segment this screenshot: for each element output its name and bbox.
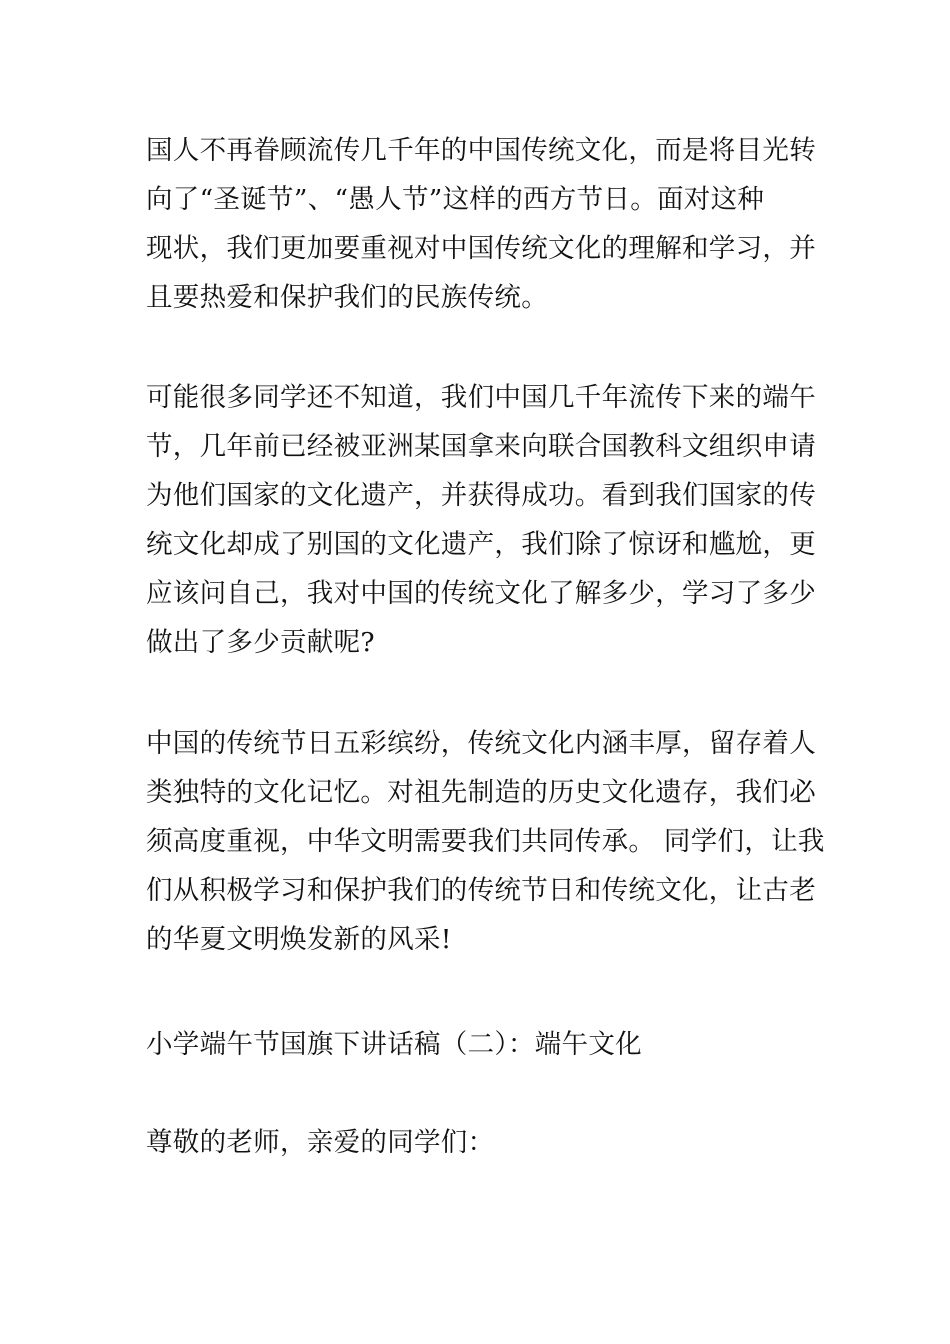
text-line: 的华夏文明焕发新的风采!: [146, 924, 452, 955]
text-line: 且要热爱和保护我们的民族传统。: [146, 282, 548, 313]
text-line: 们从积极学习和保护我们的传统节日和传统文化，让古老: [146, 875, 816, 906]
paragraph-1: [146, 126, 814, 322]
paragraph-3: [146, 719, 825, 964]
text-line: 向了“圣诞节”、“愚人节”这样的西方节日。面对这种: [146, 184, 765, 215]
text-line: 类独特的文化记忆。对祖先制造的历史文化遗存，我们必: [146, 777, 816, 808]
text-line: 现状，我们更加要重视对中国传统文化的理解和学习，并: [146, 233, 816, 264]
text-line: 应该问自己，我对中国的传统文化了解多少，学习了多少: [146, 578, 816, 609]
text-line: 中国的传统节日五彩缤纷，传统文化内涵丰厚，留存着人: [146, 728, 816, 759]
text-line: 可能很多同学还不知道，我们中国几千年流传下来的端午: [146, 382, 816, 413]
heading-line: 小学端午节国旗下讲话稿（二）：端午文化: [146, 1029, 642, 1060]
text-line: 节，几年前已经被亚洲某国拿来向联合国教科文组织申请: [146, 431, 816, 462]
paragraph-2: [146, 373, 814, 667]
salutation: [146, 1118, 814, 1167]
text-line: 统文化却成了别国的文化遗产，我们除了惊讶和尴尬，更: [146, 529, 816, 560]
section-heading: [146, 1020, 814, 1069]
text-line: 国人不再眷顾流传几千年的中国传统文化，而是将目光转: [146, 135, 816, 166]
salutation-line: 尊敬的老师，亲爱的同学们：: [146, 1127, 495, 1158]
text-line: 做出了多少贡献呢?: [146, 627, 375, 658]
text-line: 为他们国家的文化遗产，并获得成功。看到我们国家的传: [146, 480, 816, 511]
text-line: 须高度重视，中华文明需要我们共同传承。 同学们，让我: [146, 826, 825, 857]
